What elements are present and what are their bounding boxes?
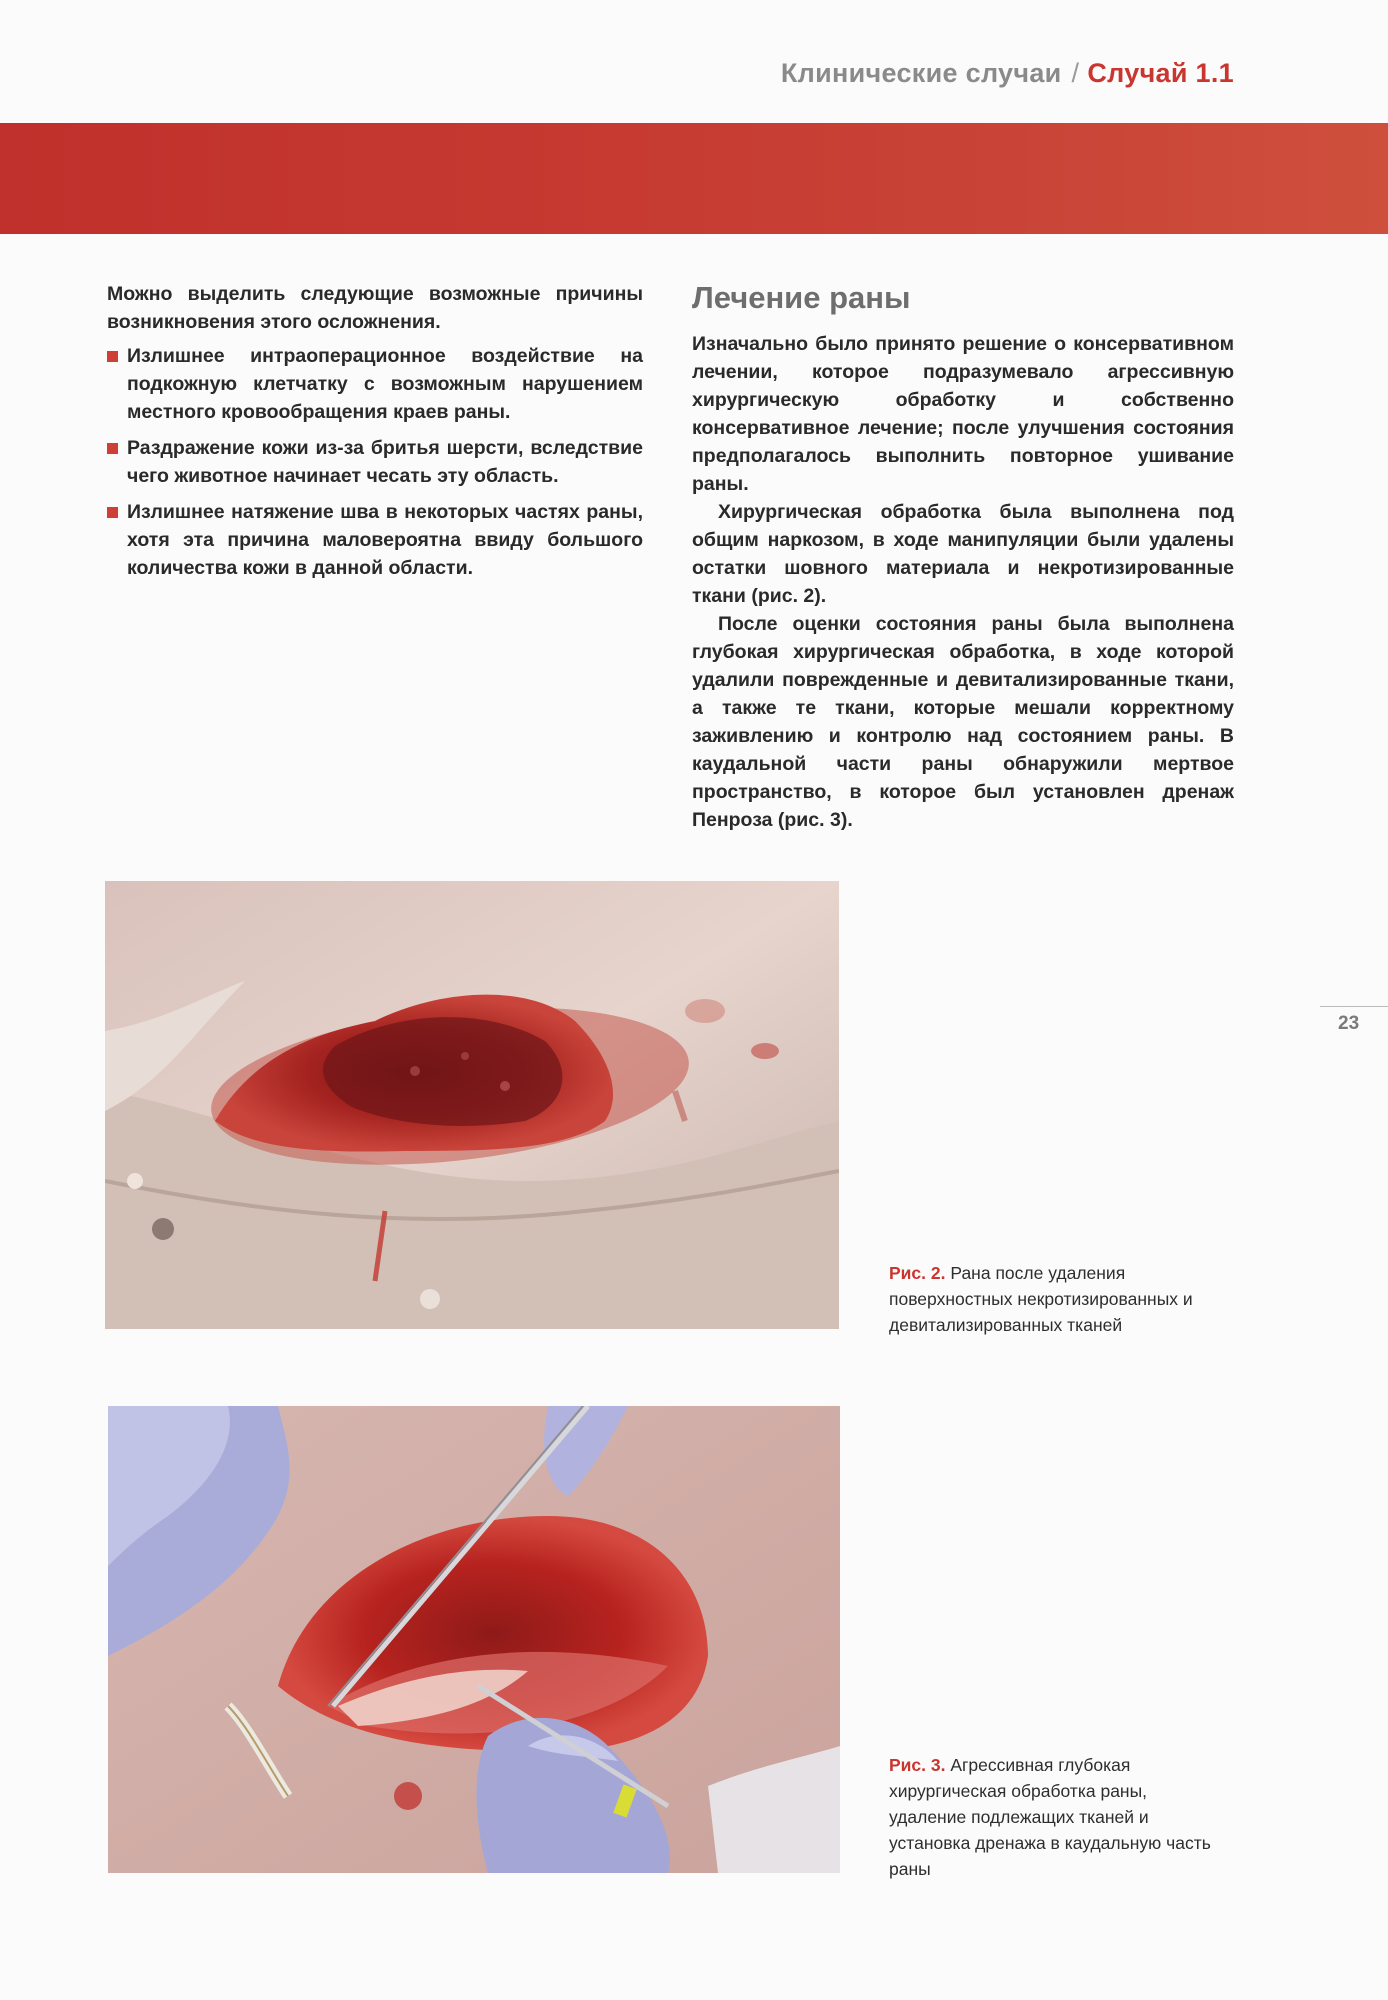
- list-item-text: Излишнее интраоперационное воздействие на подкожную клетчатку с возможным нарушением местного кровообращения краев раны.: [127, 345, 643, 423]
- header-case-label: Случай 1.1: [1087, 58, 1234, 88]
- running-header: [781, 58, 1234, 89]
- body-paragraph: Изначально было принято решение о консервативном лечении, которое подразумевало агрессивную хирургическую обработку и собственно консервативное лечение; после улучшения состояния предполагалось выполнить повторное ушивание раны.: [692, 333, 1234, 495]
- intro-paragraph: Можно выделить следующие возможные причины возникновения этого осложнения.: [107, 283, 643, 333]
- list-item: [107, 434, 643, 490]
- figure-2-caption: [889, 1260, 1219, 1338]
- section-heading: Лечение раны: [692, 280, 911, 315]
- surgery-photo-image: [108, 1406, 840, 1873]
- list-item: [107, 498, 643, 582]
- header-separator: /: [1071, 58, 1080, 88]
- header-red-band: [0, 123, 1388, 234]
- list-item-text: Раздражение кожи из-за бритья шерсти, вследствие чего животное начинает чесать эту область.: [127, 437, 643, 487]
- list-item: [107, 342, 643, 426]
- bullet-square-icon: [107, 507, 118, 518]
- page-number: 23: [1338, 1013, 1360, 1034]
- bullet-square-icon: [107, 443, 118, 454]
- figure-2-caption-text: Рана после удаления поверхностных некротизированных и девитализированных тканей: [889, 1263, 1193, 1335]
- right-column: [692, 278, 1234, 834]
- header-section: Клинические случаи: [780, 58, 1062, 88]
- figure-2-label: Рис. 2.: [889, 1263, 946, 1283]
- page-number-rule: [1320, 1006, 1388, 1007]
- causes-list: [107, 342, 643, 582]
- figure-3-label: Рис. 3.: [889, 1755, 946, 1775]
- body-paragraph: Хирургическая обработка была выполнена под общим наркозом, в ходе манипуляции были удалены остатки шовного материала и некротизированные ткани (рис. 2).: [692, 501, 1234, 607]
- figure-3-photo: [108, 1406, 840, 1873]
- bullet-square-icon: [107, 351, 118, 362]
- list-item-text: Излишнее натяжение шва в некоторых частях раны, хотя эта причина маловероятна ввиду большого количества кожи в данной области.: [127, 501, 643, 579]
- wound-photo-image: [105, 881, 839, 1329]
- body-paragraph: После оценки состояния раны была выполнена глубокая хирургическая обработка, в ходе которой удалили поврежденные и девитализированные ткани, а также те ткани, которые мешали корректному заживлению и контролю над состоянием раны. В каудальной части раны обнаружили мертвое пространство, в которое был установлен дренаж Пенроза (рис. 3).: [692, 613, 1234, 831]
- figure-3-caption: [889, 1752, 1219, 1882]
- figure-3-caption-text: Агрессивная глубокая хирургическая обработка раны, удаление подлежащих тканей и установка дренажа в каудальную часть раны: [889, 1755, 1211, 1879]
- figure-2-photo: [105, 881, 839, 1329]
- left-column: [107, 280, 643, 590]
